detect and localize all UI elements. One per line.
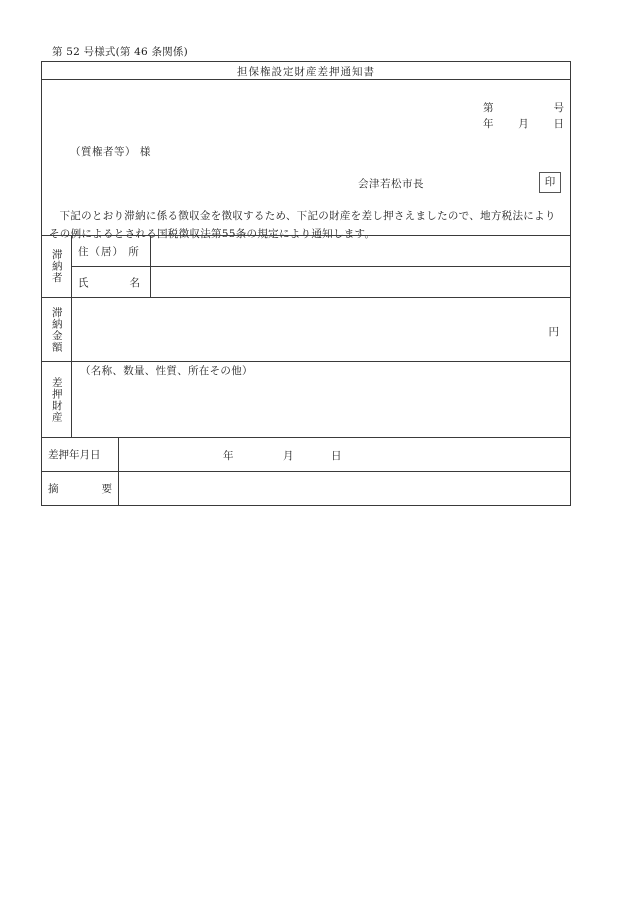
yen-unit: 円 (548, 326, 559, 338)
seizure-day-label: 日 (331, 450, 342, 462)
form-number: 第 52 号様式(第 46 条関係) (52, 46, 188, 58)
address-row (72, 236, 570, 266)
header-block (42, 79, 570, 240)
seizure-date-section (42, 437, 570, 471)
number-prefix: 第 (483, 102, 494, 114)
seal-mark: 印 (539, 172, 561, 193)
document-number (483, 100, 564, 132)
seizure-month-label: 月 (283, 450, 294, 462)
taxpayer-label: 滞納者 (50, 249, 63, 284)
address-label: 住（居） 所 (78, 245, 140, 258)
seizure-date-fields (223, 448, 342, 463)
issue-day-label: 日 (553, 118, 564, 130)
taxpayer-section (42, 235, 570, 297)
name-row (72, 266, 570, 298)
property-section (42, 361, 570, 437)
name-label-first: 氏 (78, 277, 89, 289)
amount-label-cell (42, 298, 72, 361)
taxpayer-label-cell (42, 236, 72, 297)
addressee: （質権者等） 様 (70, 146, 151, 158)
document-title: 担保権設定財産差押通知書 (237, 66, 375, 78)
amount-section (42, 297, 570, 361)
number-suffix: 号 (553, 102, 564, 114)
address-label-cell (72, 236, 151, 266)
seizure-date-label: 差押年月日 (48, 449, 101, 461)
property-note: （名称、数量、性質、所在その他） (80, 365, 253, 377)
remarks-label-second: 要 (101, 483, 112, 495)
amount-label: 滞納金額 (50, 306, 63, 353)
property-label-cell (42, 362, 72, 437)
issuer: 会津若松市長 (358, 178, 424, 190)
title-row (42, 62, 570, 79)
issue-month-label: 月 (518, 118, 529, 130)
name-label-second: 名 (129, 277, 140, 289)
name-label-cell (72, 267, 151, 298)
property-label: 差押財産 (50, 376, 63, 423)
remarks-label-cell (42, 472, 119, 505)
notice-body: 下記のとおり滞納に係る徴収金を徴収するため、下記の財産を差し押さえましたので、地方税法によりその例によるとされる国税徴収法第55条の規定により通知します。 (49, 210, 556, 240)
remarks-section (42, 471, 570, 505)
seizure-date-label-cell (42, 438, 119, 471)
notice-form (41, 61, 571, 506)
seizure-year-label: 年 (223, 450, 234, 462)
issue-year-label: 年 (483, 118, 494, 130)
remarks-label-first: 摘 (48, 483, 59, 495)
